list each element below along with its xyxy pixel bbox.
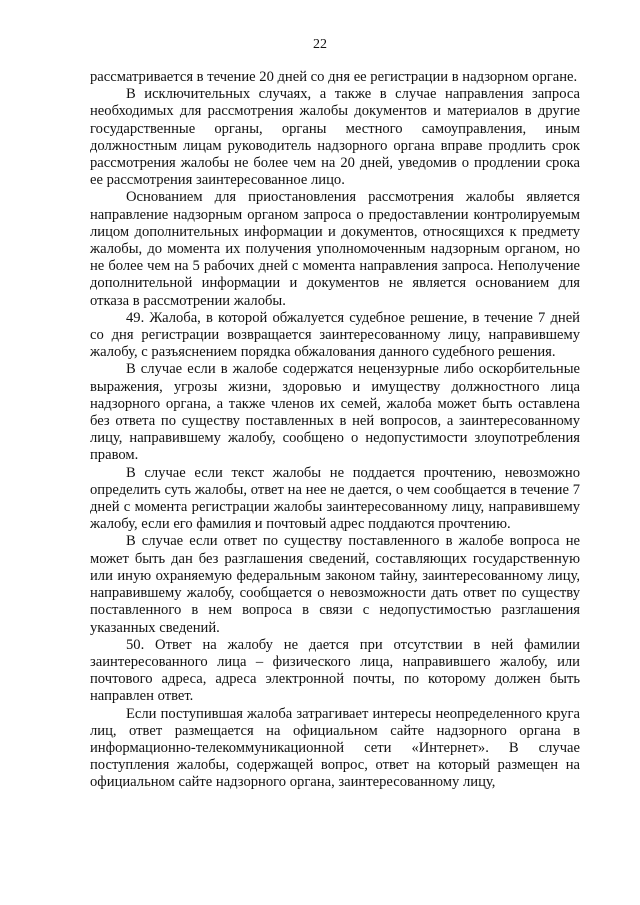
paragraph-indefinite-circle: Если поступившая жалоба затрагивает интересы неопределенного круга лиц, ответ размещается на официальном сайте надзорного органа в информационно-телекоммуникационной сети «Интернет». В случае поступления жалобы, содержащей вопрос, ответ на который размещен на официальном сайте надзорного органа, заинтересованному лицу, xyxy=(90,705,580,791)
paragraph-suspension-grounds: Основанием для приостановления рассмотрения жалобы является направление надзорным органом запроса о предоставлении контролируемым лицом дополнительных информации и документов, относящихся к предмету жалобы, до момента их получения уполномоченным надзорным органом, но не более чем на 5 рабочих дней с момента направления запроса. Неполучение дополнительной информации и документов не является основанием для отказа в рассмотрении жалобы. xyxy=(90,189,580,309)
paragraph-extension-exceptional-cases: В исключительных случаях, а также в случае направления запроса необходимых для рассмотрения жалобы документов и материалов в другие государственные органы, органы местного самоуправления, иным должностным лицам руководитель надзорного органа вправе продлить срок рассмотрения жалобы не более чем на 20 дней, уведомив о продлении срока ее рассмотрения заинтересованное лицо. xyxy=(90,86,580,189)
document-body xyxy=(90,69,580,792)
paragraph-item-49: 49. Жалоба, в которой обжалуется судебное решение, в течение 7 дней со дня регистрации возвращается заинтересованному лицу, направившему жалобу, с разъяснением порядка обжалования данного судебного решения. xyxy=(90,309,580,361)
paragraph-obscene-content: В случае если в жалобе содержатся нецензурные либо оскорбительные выражения, угрозы жизни, здоровью и имуществу должностного лица надзорного органа, а также членов их семей, жалоба может быть оставлена без ответа по существу поставленных в ней вопросов, а заинтересованному лицу, направившему жалобу, сообщено о недопустимости злоупотребления правом. xyxy=(90,361,580,464)
paragraph-unreadable-text: В случае если текст жалобы не поддается прочтению, невозможно определить суть жалобы, ответ на нее не дается, о чем сообщается в течение 7 дней с момента регистрации жалобы заинтересованному лицу, направившему жалобу, если его фамилия и почтовый адрес поддаются прочтению. xyxy=(90,464,580,533)
page-number: 22 xyxy=(313,37,327,52)
paragraph-secret-information: В случае если ответ по существу поставленного в жалобе вопроса не может быть дан без разглашения сведений, составляющих государственную или иную охраняемую федеральным законом тайну, заинтересованному лицу, направившему жалобу, сообщается о невозможности дать ответ по существу поставленного в нем вопроса в связи с недопустимостью разглашения указанных сведений. xyxy=(90,533,580,636)
paragraph-item-50: 50. Ответ на жалобу не дается при отсутствии в ней фамилии заинтересованного лица – физического лица, направившего жалобу, или почтового адреса, адреса электронной почты, по которому должен быть направлен ответ. xyxy=(90,636,580,705)
paragraph-continuation: рассматривается в течение 20 дней со дня ее регистрации в надзорном органе. xyxy=(90,69,578,85)
